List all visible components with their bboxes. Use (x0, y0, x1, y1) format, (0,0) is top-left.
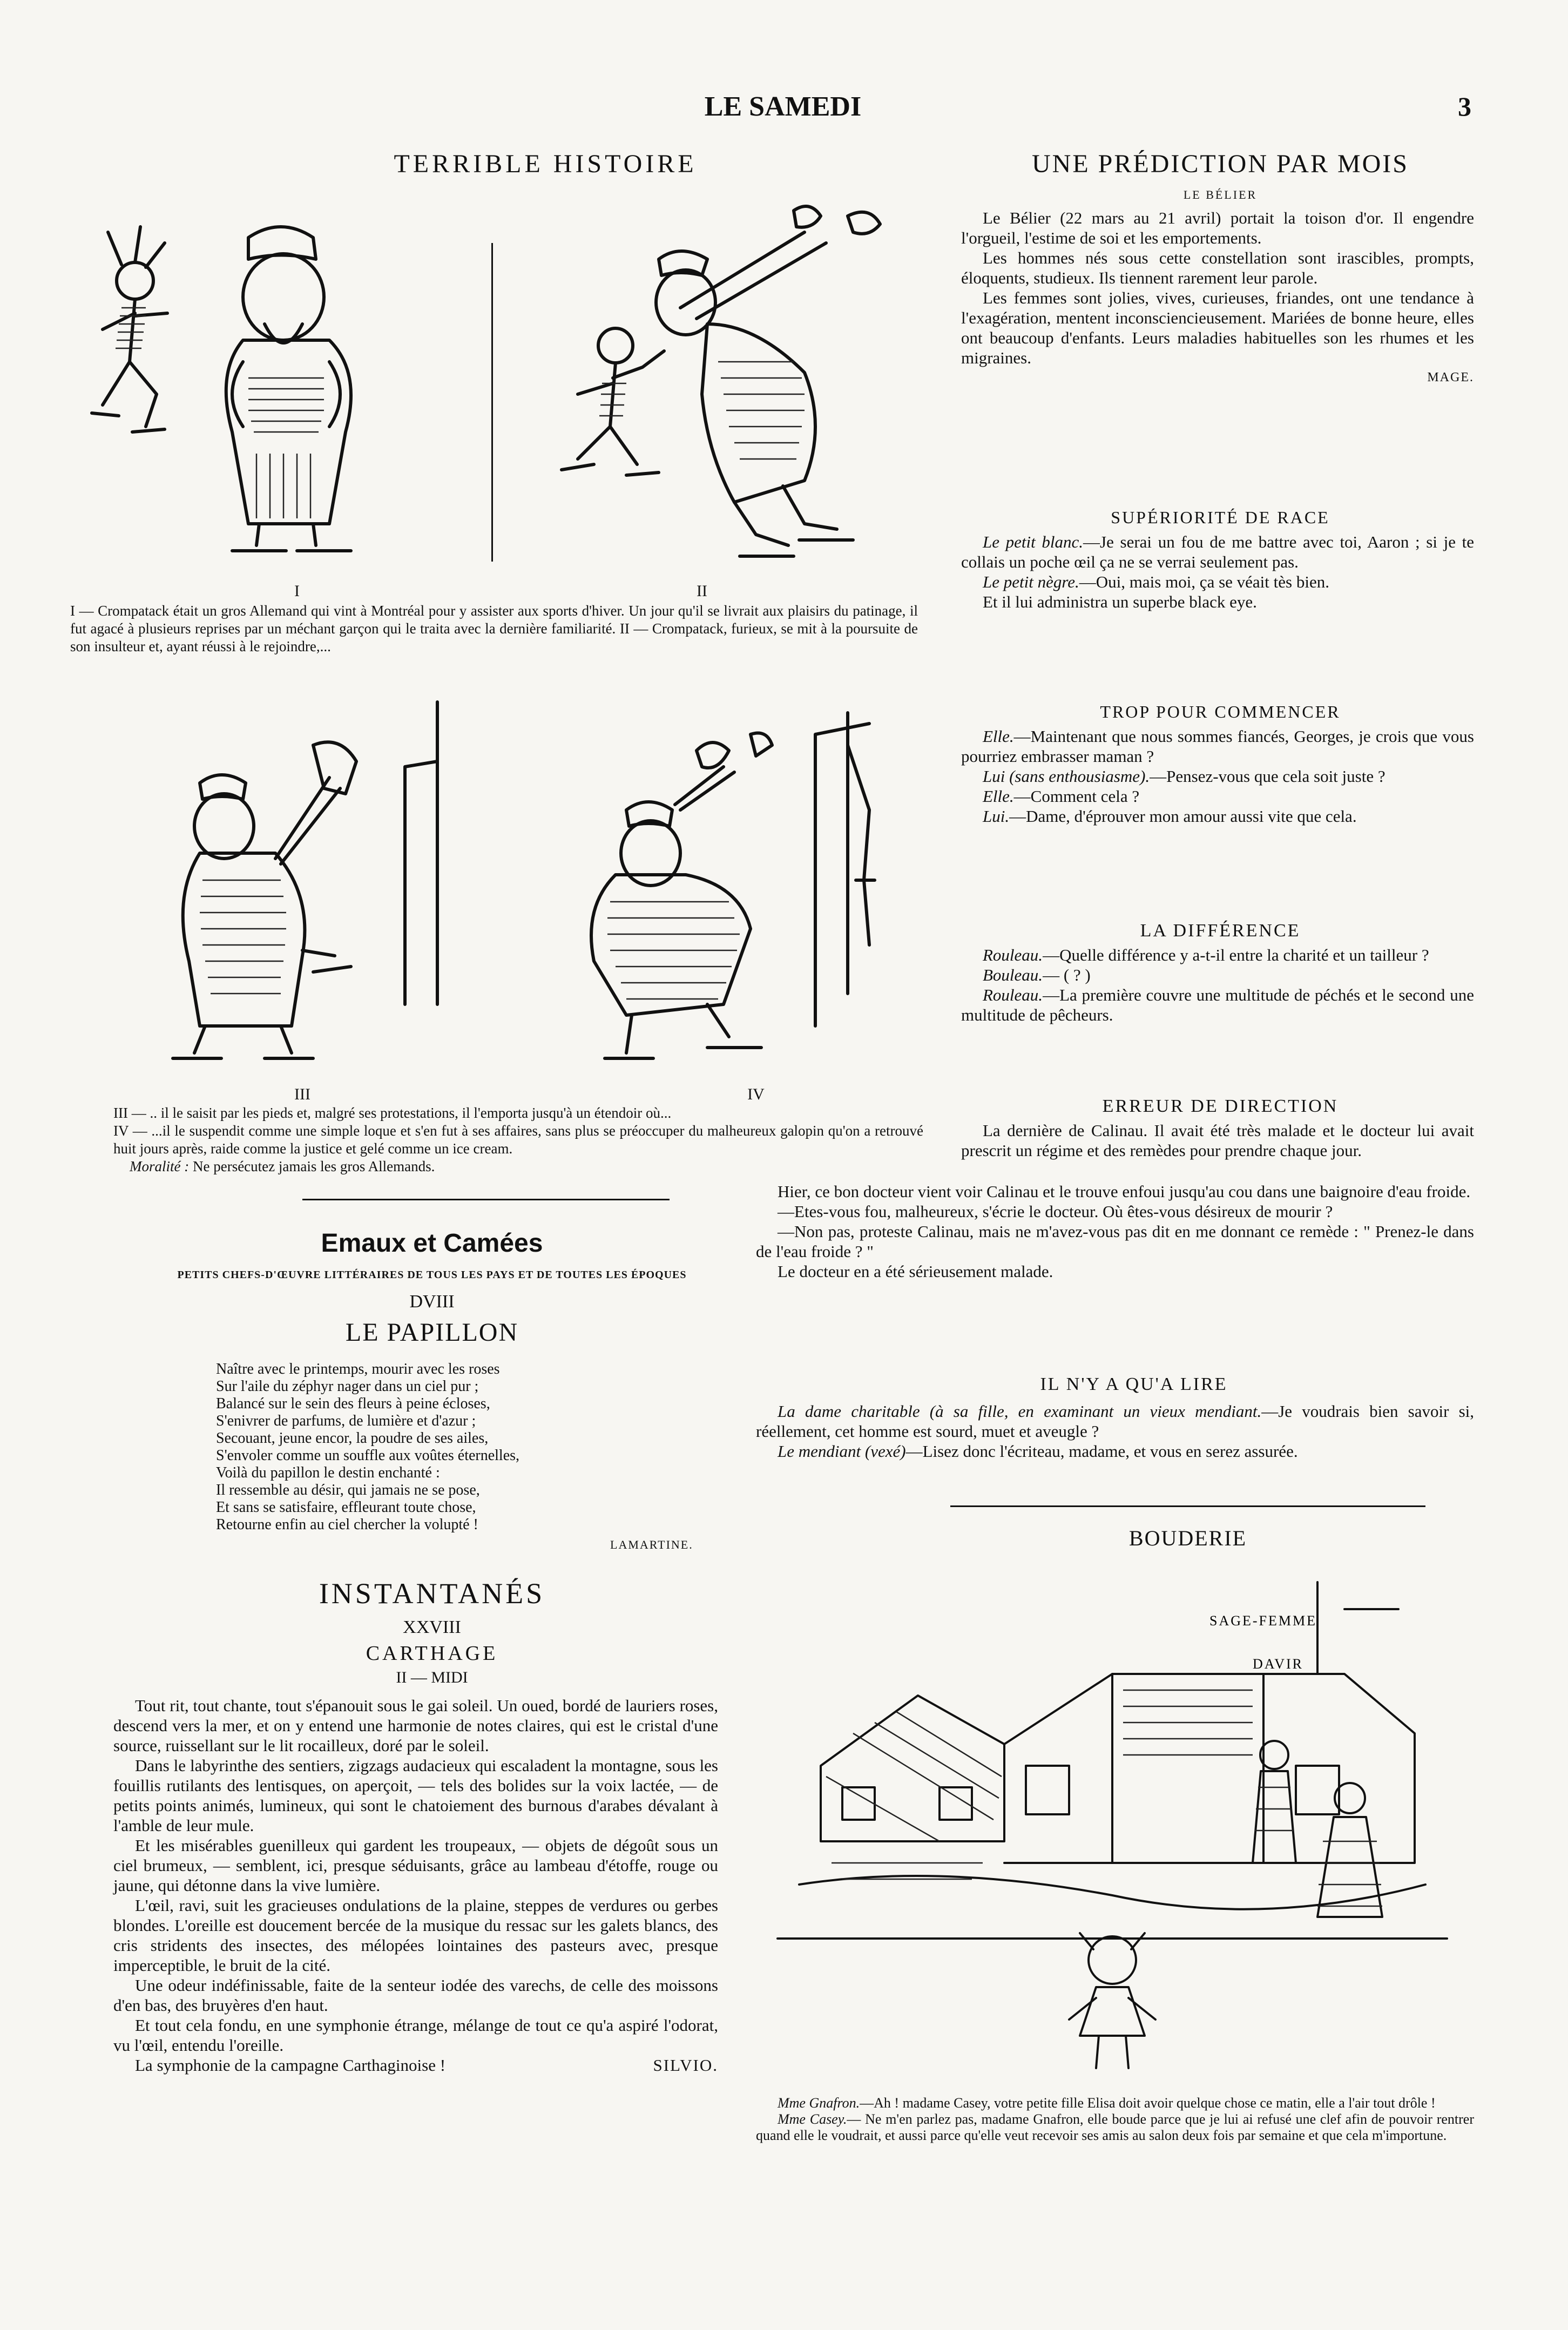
dialogue-line (961, 572, 1474, 592)
instantanes-body (113, 1696, 718, 2075)
superiorite-title: SUPÉRIORITÉ DE RACE (1111, 508, 1330, 527)
lire-title: IL N'Y A QU'A LIRE (1040, 1374, 1228, 1394)
speaker: Le petit nègre. (983, 572, 1079, 591)
speech: — ( ? ) (1043, 965, 1091, 984)
bouderie-title: BOUDERIE (1128, 1526, 1247, 1550)
paragraph: Et tout cela fondu, en une symphonie étrange, mélange de tout ce qu'a aspiré l'odorat, vu l'œil, entendu l'oreille. (113, 2016, 718, 2055)
speech: —Comment cela ? (1013, 787, 1140, 806)
difference-title: LA DIFFÉRENCE (1140, 921, 1301, 941)
poem-line: Voilà du papillon le destin enchanté : (216, 1464, 440, 1481)
speech: —Oui, mais moi, ça se véait tès bien. (1079, 572, 1329, 591)
speech: —Lisez donc l'écriteau, madame, et vous en serez assurée. (905, 1442, 1298, 1461)
speaker: Elle. (983, 787, 1014, 806)
dialogue-line: Et il lui administra un superbe black eye. (983, 592, 1257, 611)
poem-line: Balancé sur le sein des fleurs à peine écloses, (216, 1395, 490, 1412)
comic-panel-2 (502, 200, 923, 578)
erreur-body-wide (756, 1181, 1474, 1281)
poem-author: LAMARTINE. (610, 1538, 693, 1551)
erreur-body-right (961, 1120, 1474, 1160)
dialogue-line (756, 1441, 1474, 1461)
bouderie-illustration (778, 1561, 1447, 2090)
speaker: Bouleau. (983, 965, 1043, 984)
lire-body (756, 1401, 1474, 1461)
superiorite-body (961, 532, 1474, 612)
signature: MAGE. (1427, 370, 1474, 384)
emaux-title: Emaux et Camées (321, 1229, 543, 1258)
poem-body (216, 1361, 702, 1534)
terrible-moralite (113, 1158, 923, 1176)
speaker: Mme Casey. (778, 2111, 847, 2127)
instantanes-title: INSTANTANÉS (319, 1577, 545, 1610)
poem-line: Il ressemble au désir, qui jamais ne se pose, (216, 1482, 480, 1498)
dialogue-line (961, 806, 1474, 826)
paragraph: —Non pas, proteste Calinau, mais ne m'avez-vous pas dit en me donnant ce remède : " Prenez-le dans de l'eau froide ? " (756, 1222, 1474, 1261)
difference-body (961, 945, 1474, 1025)
speech: — Ne m'en parlez pas, madame Gnafron, elle boude parce que je lui ai refusé une clef afin de pouvoir rentrer quand elle le voudrait, et aussi parce qu'elle veut recevoir ses amis au salon deux fois par semaine et que cela m'importune. (756, 2111, 1474, 2143)
dialogue-line (961, 766, 1474, 786)
dialogue-line (961, 786, 1474, 806)
section-divider (302, 1199, 670, 1200)
moralite-text: Ne persécutez jamais les gros Allemands. (192, 1158, 435, 1174)
speech: —Je voudrais bien savoir si, réellement, cet homme est sourd, muet et aveugle ? (756, 1402, 1474, 1441)
paragraph: Tout rit, tout chante, tout s'épanouit sous le gai soleil. Un oued, bordé de lauriers roses, descend vers la mer, et on y entend une harmonie de notes claires, qui est le cristal d'une source, ruissellant sur le lit rocailleux, doré par le soleil. (113, 1696, 718, 1755)
speaker: Lui (sans enthousiasme). (983, 767, 1150, 786)
newspaper-title: LE SAMEDI (704, 91, 862, 122)
trop-title: TROP POUR COMMENCER (1100, 702, 1341, 721)
speaker: Lui. (983, 807, 1010, 826)
panel-divider (491, 243, 493, 562)
poem-line: Et sans se satisfaire, effleurant toute chose, (216, 1499, 476, 1516)
paragraph: Hier, ce bon docteur vient voir Calinau et le trouve enfoui jusqu'au cou dans une baignoire d'eau froide. (778, 1182, 1471, 1201)
poem-line: S'envoler comme un souffle aux voûtes éternelles, (216, 1447, 520, 1464)
prediction-sign: LE BÉLIER (1183, 188, 1258, 201)
speaker: Rouleau. (983, 985, 1043, 1004)
speaker: Le mendiant (vexé) (778, 1442, 906, 1461)
emaux-subtitle: PETITS CHEFS-D'ŒUVRE LITTÉRAIRES DE TOUS LES PAYS ET DE TOUTES LES ÉPOQUES (177, 1269, 687, 1281)
dialogue-line (756, 2095, 1474, 2111)
poem-line: Retourne enfin au ciel chercher la volupté ! (216, 1516, 478, 1533)
speech: —Quelle différence y a-t-il entre la charité et un tailleur ? (1043, 945, 1429, 964)
closing-text: La symphonie de la campagne Carthaginoise ! (135, 2056, 446, 2075)
sign-davir: DAVIR (1253, 1656, 1303, 1672)
paragraph: Le Bélier (22 mars au 21 avril) portait la toison d'or. Il engendre l'orgueil, l'estime de soi et les emportements. (961, 208, 1474, 247)
closing-line (113, 2055, 718, 2075)
instantanes-subtitle: CARTHAGE (366, 1642, 498, 1665)
bouderie-caption (756, 2095, 1474, 2144)
speaker: La dame charitable (à sa fille, en examinant un vieux mendiant. (778, 1402, 1262, 1421)
poem-title: LE PAPILLON (345, 1318, 519, 1347)
poem-line: S'enivrer de parfums, de lumière et d'azur ; (216, 1413, 476, 1429)
panel-label-4: IV (747, 1085, 765, 1103)
dialogue-line (961, 945, 1474, 965)
comic-panel-3 (151, 702, 486, 1080)
speaker: Mme Gnafron. (778, 2095, 860, 2111)
dialogue-line (961, 985, 1474, 1025)
speech: —Pensez-vous que cela soit juste ? (1150, 767, 1385, 786)
paragraph: Dans le labyrinthe des sentiers, zigzags audacieux qui escaladent la montagne, sous les fouillis rutilants des lentisques, on aperçoit, — tels des bolides sur la voix lactée, — de petits points animés, lumineux, qui sont le chatoiement des burnous d'arabes dévalant à l'amble de leur mule. (113, 1756, 718, 1835)
section-divider (950, 1505, 1425, 1507)
paragraph: Et les misérables guenilleux qui gardent les troupeaux, — objets de dégoût sous un ciel brumeux, — semblent, ici, presque séduisants, grâce au lambeau d'étoffe, rouge ou jaune, qui détonne dans la vive lumière. (113, 1836, 718, 1895)
moralite-label: Moralité : (130, 1158, 190, 1174)
instantanes-number: XXVIII (403, 1617, 461, 1637)
signature: SILVIO. (653, 2056, 718, 2075)
paragraph: Une odeur indéfinissable, faite de la senteur iodée des varechs, de celle des moissons d'en bas, des bruyères d'en haut. (113, 1976, 718, 2015)
speech: —Dame, d'éprouver mon amour aussi vite que cela. (1009, 807, 1357, 826)
comic-panel-1 (70, 200, 491, 578)
dialogue-line (961, 726, 1474, 766)
terrible-histoire-title: TERRIBLE HISTOIRE (394, 150, 697, 178)
poem-line: Naître avec le printemps, mourir avec les roses (216, 1361, 500, 1377)
paragraph: Les femmes sont jolies, vives, curieuses, friandes, ont une tendance à l'exagération, mentent inconsciencieusement. Mariées de bonne heure, elles ont beaucoup d'enfants. Leurs maladies habituelles son les rhumes et les migraines. (961, 288, 1474, 367)
paragraph: Le docteur en a été sérieusement malade. (778, 1262, 1053, 1281)
comic-panel-4 (545, 702, 923, 1080)
paragraph: L'œil, ravi, suit les gracieuses ondulations de la plaine, steppes de verdures ou gerbes blondes. L'oreille est doucement bercée de la musique du ressac sur les galets blancs, des cris stridents des insectes, des mélopées lointaines des pasteurs avec, presque imperceptible, le bruit de la cité. (113, 1896, 718, 1975)
terrible-caption-3: III — .. il le saisit par les pieds et, malgré ses protestations, il l'emporta jusqu'à un étendoir où... (113, 1105, 672, 1121)
terrible-caption-4: IV — ...il le suspendit comme une simple loque et s'en fut à ses affaires, sans plus se préoccuper du malheureux galopin qu'on a retrouvé huit jours après, raide comme la justice et gelé comme un ice cream. (113, 1123, 923, 1157)
panel-label-1: I (294, 582, 300, 600)
paragraph: La dernière de Calinau. Il avait été très malade et le docteur lui avait prescrit un régime et des remèdes pour prendre chaque jour. (961, 1121, 1474, 1160)
speech: —La première couvre une multitude de péchés et le second une multitude de pêcheurs. (961, 985, 1474, 1024)
paragraph: Les hommes nés sous cette constellation sont irascibles, prompts, éloquents, studieux. Ils tiennent rarement leur parole. (961, 248, 1474, 287)
paragraph: —Etes-vous fou, malheureux, s'écrie le docteur. Où êtes-vous désireux de mourir ? (778, 1202, 1333, 1221)
speaker: Elle. (983, 727, 1014, 746)
panel-label-3: III (294, 1085, 310, 1103)
dialogue-line (961, 965, 1474, 985)
speech: —Maintenant que nous sommes fiancés, Georges, je crois que vous pourriez embrasser maman ? (961, 727, 1474, 766)
trop-body (961, 726, 1474, 826)
poem-line: Secouant, jeune encor, la poudre de ses ailes, (216, 1430, 489, 1447)
terrible-caption-1: I — Crompatack était un gros Allemand qui vint à Montréal pour y assister aux sports d'hiver. Un jour qu'il se livrait aux plaisirs du patinage, il fut agacé à plusieurs reprises par un méchant garçon qui le traita avec la dernière familiarité. II — Crompatack, furieux, se mit à la poursuite de son insulteur et, ayant réussi à le rejoindre,... (70, 603, 918, 654)
terrible-caption-2 (113, 1104, 923, 1176)
prediction-title: UNE PRÉDICTION PAR MOIS (1032, 150, 1409, 178)
panel-label-2: II (697, 582, 707, 600)
dialogue-line (756, 2111, 1474, 2144)
speaker: Rouleau. (983, 945, 1043, 964)
speaker: Le petit blanc. (983, 532, 1084, 551)
emaux-number: DVIII (409, 1292, 455, 1312)
sign-sage-femme: SAGE-FEMME (1209, 1613, 1317, 1629)
poem-line: Sur l'aile du zéphyr nager dans un ciel pur ; (216, 1378, 479, 1395)
dialogue-line (756, 1401, 1474, 1441)
page-number: 3 (1458, 91, 1471, 121)
prediction-body (961, 208, 1474, 388)
erreur-title: ERREUR DE DIRECTION (1102, 1096, 1339, 1116)
speech: —Je serai un fou de me battre avec toi, Aaron ; si je te collais un poche œil ça ne se verrai seulement pas. (961, 532, 1474, 571)
dialogue-line (961, 532, 1474, 572)
instantanes-section: II — MIDI (396, 1669, 468, 1686)
speech: —Ah ! madame Casey, votre petite fille Elisa doit avoir quelque chose ce matin, elle a l'air tout drôle ! (860, 2095, 1436, 2111)
